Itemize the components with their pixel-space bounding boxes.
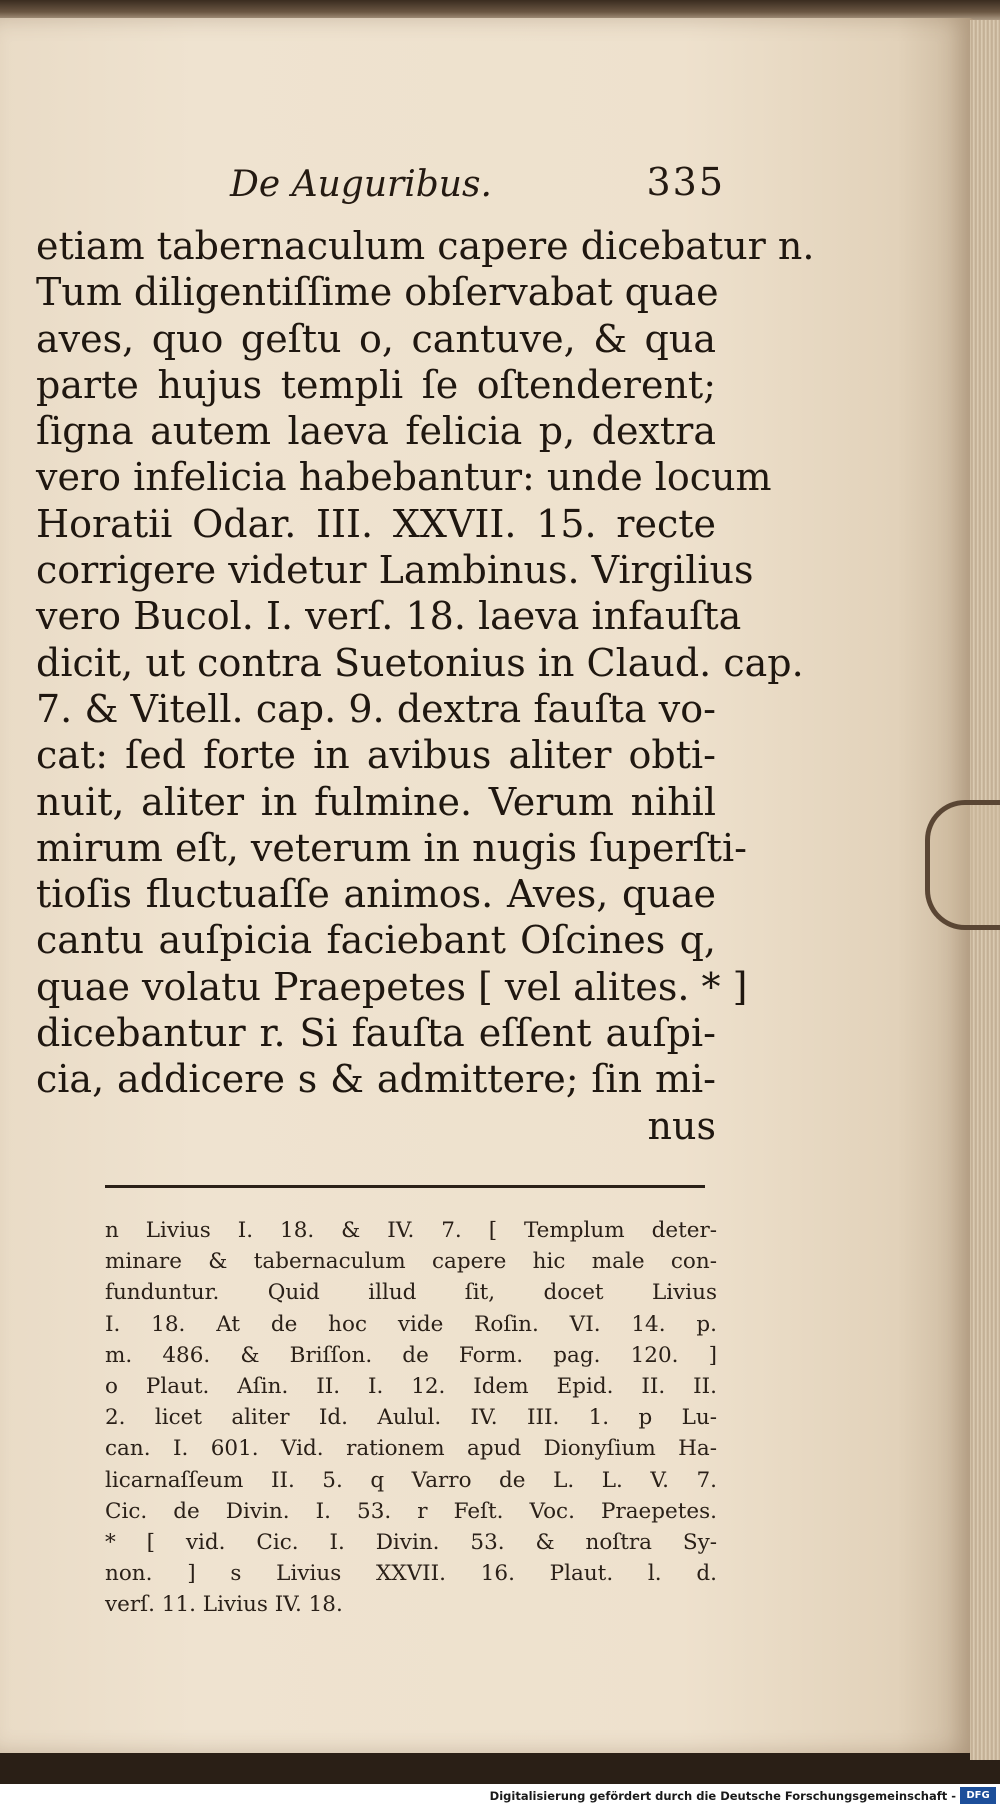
text-line: corrigere videtur Lambinus. Virgilius (36, 548, 754, 593)
page-number: 335 (646, 160, 725, 204)
footnote-line: n Livius I. 18. & IV. 7. [ Templum deter- (105, 1218, 717, 1243)
footnote-line: can. I. 601. Vid. rationem apud Dionyſium Ha- (105, 1436, 717, 1462)
dfg-logo: DFG (960, 1787, 996, 1804)
text-line: ſigna autem laeva felicia p, dextra (36, 409, 716, 454)
text-line: cat: ſed forte in avibus aliter obti- (36, 733, 716, 778)
text-line: cia, addicere s & admittere; ſin mi- (36, 1057, 716, 1102)
main-text (36, 223, 815, 1149)
text-line: mirum eſt, veterum in nugis ſuperſti- (36, 825, 747, 870)
text-line: vero Bucol. I. verſ. 18. laeva infauſta (36, 594, 742, 639)
footnote-line: licarnaſſeum II. 5. q Varro de L. L. V. 7. (105, 1467, 717, 1493)
text-line: dicit, ut contra Suetonius in Claud. cap. (36, 640, 804, 685)
footnote-line: minare & tabernaculum capere hic male con- (105, 1249, 717, 1275)
digitization-credit-bar (0, 1784, 1000, 1808)
text-line: parte hujus templi ſe oſtenderent; (36, 362, 716, 407)
running-title: De Auguribus. (230, 164, 492, 205)
text-line: cantu auſpicia faciebant Oſcines q, (36, 918, 716, 963)
catchword: nus (647, 1103, 716, 1148)
text-line: Horatii Odar. III. XXVII. 15. recte (36, 501, 716, 546)
page-header (230, 158, 725, 218)
footnote-line: verſ. 11. Livius IV. 18. (105, 1592, 343, 1618)
footnote-line: m. 486. & Briſſon. de Form. pag. 120. ] (105, 1342, 717, 1368)
footnote-rule (105, 1185, 705, 1188)
text-line: vero infelicia habebantur: unde locum (36, 455, 772, 500)
footnote-line: non. ] s Livius XXVII. 16. Plaut. l. d. (105, 1561, 717, 1587)
book-clasp (925, 800, 1000, 930)
text-line: quae volatu Praepetes [ vel alites. * ] (36, 964, 748, 1009)
text-line: 7. & Vitell. cap. 9. dextra fauſta vo- (36, 686, 716, 731)
book-page (0, 18, 975, 1753)
footnote-line: I. 18. At de hoc vide Roſin. VI. 14. p. (105, 1311, 717, 1337)
text-line: nuit, aliter in fulmine. Verum nihil (36, 779, 716, 824)
credit-text: Digitalisierung gefördert durch die Deutsche Forschungsgemeinschaft - (489, 1789, 956, 1803)
text-line: Tum diligentiſſime obſervabat quae (36, 270, 719, 315)
footnote-line: Cic. de Divin. I. 53. r Feſt. Voc. Praepetes. (105, 1498, 717, 1524)
footnotes (105, 1215, 717, 1620)
footnote-line: 2. licet aliter Id. Aulul. IV. III. 1. p Lu- (105, 1405, 717, 1431)
text-line: tioſis fluctuaſſe animos. Aves, quae (36, 872, 716, 917)
text-line: aves, quo geſtu o, cantuve, & qua (36, 316, 716, 361)
footnote-line: funduntur. Quid illud ſit, docet Livius (105, 1280, 717, 1306)
footnote-line: o Plaut. Aſin. II. I. 12. Idem Epid. II. II. (105, 1373, 717, 1399)
footnote-line: * [ vid. Cic. I. Divin. 53. & noſtra Sy- (105, 1529, 717, 1555)
text-line: dicebantur r. Si fauſta eſſent auſpi- (36, 1011, 716, 1056)
text-line: etiam tabernaculum capere dicebatur n. (36, 224, 815, 268)
